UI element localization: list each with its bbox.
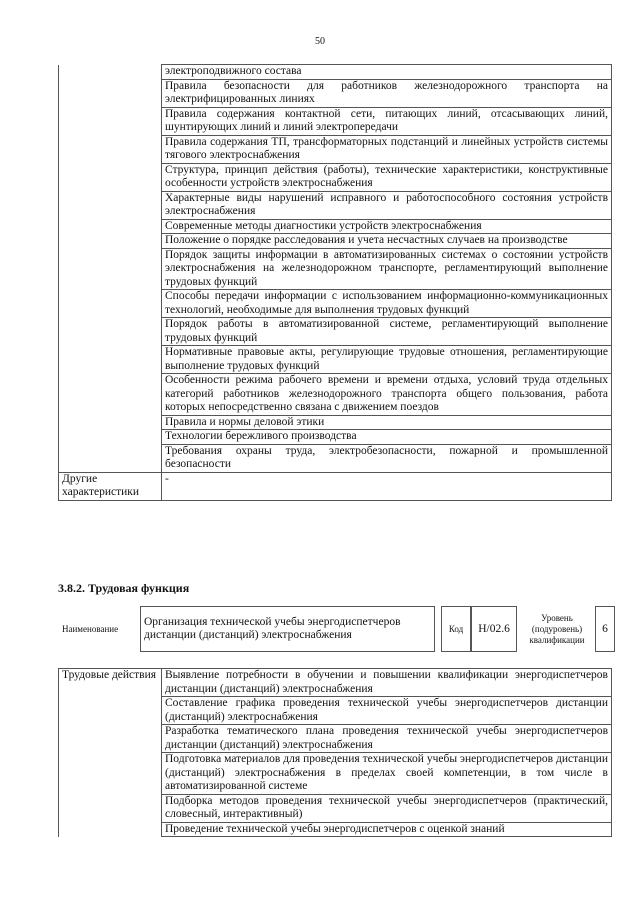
table-row bbox=[59, 697, 612, 725]
table-row bbox=[59, 753, 612, 795]
action-cell: Проведение технической учебы энергодиспетчеров с оценкой знаний bbox=[162, 822, 612, 837]
requirement-cell: Правила содержания ТП, трансформаторных подстанций и линейных устройств системы тягового электроснабжения bbox=[162, 135, 612, 163]
page-number: 50 bbox=[315, 36, 325, 47]
requirement-cell: Структура, принцип действия (работы), технические характеристики, конструктивные особенности устройств электроснабжения bbox=[162, 163, 612, 191]
table-row bbox=[59, 79, 612, 107]
requirement-cell: Порядок работы в автоматизированной системе, регламентирующий выполнение трудовых функций bbox=[162, 318, 612, 346]
requirement-cell: Способы передачи информации с использованием информационно-коммуникационных технологий, необходимые для выполнения трудовых функций bbox=[162, 290, 612, 318]
requirement-cell: Характерные виды нарушений исправного и работоспособного состояния устройств электроснабжения bbox=[162, 191, 612, 219]
table-row bbox=[59, 107, 612, 135]
requirement-cell: Правила и нормы деловой этики bbox=[162, 415, 612, 430]
requirement-cell: Правила содержания контактной сети, питающих линий, отсасывающих линий, шунтирующих линий и линий электропередачи bbox=[162, 107, 612, 135]
code-value: H/02.6 bbox=[471, 606, 517, 652]
requirement-cell: электроподвижного состава bbox=[162, 65, 612, 80]
table-row bbox=[59, 444, 612, 472]
name-label: Наименование bbox=[62, 624, 119, 634]
labor-function-header bbox=[62, 606, 615, 652]
level-value: 6 bbox=[595, 606, 615, 652]
labor-actions-label: Трудовые действия bbox=[59, 669, 162, 697]
table-row bbox=[59, 794, 612, 822]
table-row bbox=[59, 65, 612, 80]
requirement-cell: Положение о порядке расследования и учета несчастных случаев на производстве bbox=[162, 234, 612, 249]
requirement-cell: Требования охраны труда, электробезопасности, пожарной и промышленной безопасности bbox=[162, 444, 612, 472]
table-row bbox=[59, 234, 612, 249]
table-row bbox=[59, 822, 612, 837]
requirement-cell: Нормативные правовые акты, регулирующие трудовые отношения, регламентирующие выполнение трудовых функций bbox=[162, 346, 612, 374]
table-row bbox=[59, 346, 612, 374]
table-row bbox=[59, 135, 612, 163]
action-cell: Подготовка материалов для проведения технической учебы энергодиспетчеров дистанции (дистанций) электроснабжения в пределах своей компетенции, в том числе в автоматизированной системе bbox=[162, 753, 612, 795]
table-row bbox=[59, 415, 612, 430]
knowledge-requirements-table bbox=[58, 64, 612, 501]
labor-actions-table bbox=[58, 668, 612, 837]
table-row bbox=[59, 430, 612, 445]
function-name: Организация технической учебы энергодиспетчеров дистанции (дистанций) электроснабжения bbox=[140, 606, 435, 652]
requirement-cell: Технологии бережливого производства bbox=[162, 430, 612, 445]
action-cell: Подборка методов проведения технической учебы энергодиспетчеров (практический, словесный, интерактивный) bbox=[162, 794, 612, 822]
requirement-cell: Правила безопасности для работников железнодорожного транспорта на электрифицированных линиях bbox=[162, 79, 612, 107]
other-characteristics-label: Другие характеристики bbox=[59, 472, 162, 500]
table-row bbox=[59, 248, 612, 290]
table-row bbox=[59, 163, 612, 191]
table-row bbox=[59, 219, 612, 234]
level-label: Уровень (подуровень) квалификации bbox=[529, 612, 585, 645]
table-row bbox=[59, 290, 612, 318]
other-characteristics-value: - bbox=[162, 472, 612, 500]
table-row bbox=[59, 669, 612, 697]
requirement-cell: Особенности режима рабочего времени и времени отдыха, условий труда отдельных категорий работников железнодорожного транспорта общего пользования, работа которых непосредственно связана с движением поездов bbox=[162, 374, 612, 416]
other-characteristics-row bbox=[59, 472, 612, 500]
action-cell: Выявление потребности в обучении и повышении квалификации энергодиспетчеров дистанции (дистанций) электроснабжения bbox=[162, 669, 612, 697]
section-heading: 3.8.2. Трудовая функция bbox=[58, 581, 190, 595]
table-row bbox=[59, 318, 612, 346]
table-row bbox=[59, 374, 612, 416]
table-row bbox=[59, 725, 612, 753]
code-label: Код bbox=[441, 606, 471, 652]
action-cell: Разработка тематического плана проведения технической учебы энергодиспетчеров дистанции (дистанций) электроснабжения bbox=[162, 725, 612, 753]
requirement-cell: Современные методы диагностики устройств электроснабжения bbox=[162, 219, 612, 234]
action-cell: Составление графика проведения технической учебы энергодиспетчеров дистанции (дистанций) электроснабжения bbox=[162, 697, 612, 725]
table-row bbox=[59, 191, 612, 219]
requirement-cell: Порядок защиты информации в автоматизированных системах о состоянии устройств электроснабжения на железнодорожном транспорте, регламентирующий выполнение трудовых функций bbox=[162, 248, 612, 290]
